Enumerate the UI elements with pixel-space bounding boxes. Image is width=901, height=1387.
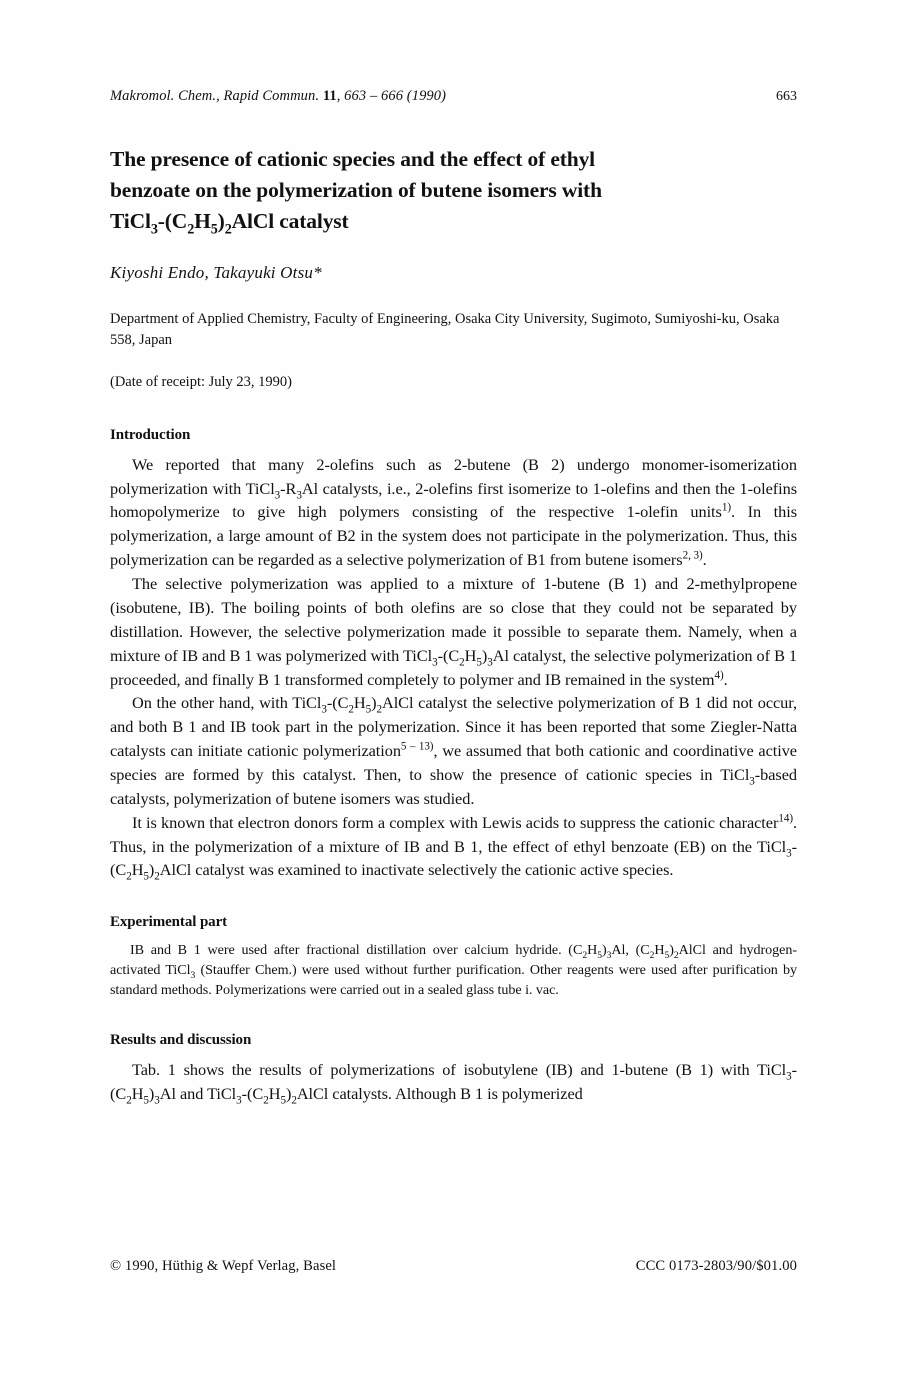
text-run: AlCl and hydrogen-activated TiCl	[110, 942, 797, 979]
text-run: -(C	[326, 693, 349, 713]
sub-run: 3	[236, 1094, 242, 1107]
reference-marker: 1)	[721, 502, 731, 515]
heading-introduction: Introduction	[110, 426, 191, 443]
sub-run: 3	[154, 1094, 160, 1107]
sub-run: 3	[190, 970, 196, 982]
text-run: )	[669, 942, 674, 959]
title-formula-part: )	[217, 209, 225, 234]
sub-run: 2	[459, 655, 465, 668]
ccc-code: CCC 0173-2803/90/$01.00	[635, 1258, 797, 1274]
title-formula-part: TiCl	[110, 209, 151, 234]
intro-paragraph-1	[110, 453, 797, 572]
heading-experimental-part: Experimental part	[110, 914, 228, 931]
title-line-2: benzoate on the polymerization of butene isomers with	[110, 177, 602, 202]
text-run: AlCl catalysts. Although B 1 is polymerized	[296, 1084, 583, 1104]
text-run: H	[587, 942, 598, 959]
text-run: , we assumed that both cationic and coordinative active species are formed by this catalyst. Then, to show the presence of cationic species in TiCl	[110, 741, 797, 784]
sub-run: 2	[376, 703, 382, 716]
text-run: Al and TiCl	[159, 1084, 237, 1104]
text-run: On the other hand, with TiCl	[132, 693, 322, 713]
sub-run: 5	[664, 950, 670, 962]
title-formula-sub: 2	[187, 221, 195, 238]
sub-run: 3	[749, 775, 755, 788]
text-run: The selective polymerization was applied to a mixture of 1-butene (B 1) and 2-methylpropene (isobutene, IB). The boiling points of both olefins are so close that they could not be separated by distillation. However, the selective polymerization made it possible to separate them. Namely, when a mixture of IB and B 1 was polymerized with TiCl	[110, 574, 797, 665]
text-run: -(C	[241, 1084, 264, 1104]
sub-run: 2	[582, 950, 588, 962]
sub-run: 2	[126, 1094, 132, 1107]
receipt-date: (Date of receipt: July 23, 1990)	[110, 374, 293, 391]
text-run: )	[285, 1084, 292, 1104]
reference-marker: 2, 3)	[682, 549, 703, 562]
text-run: Al, (C	[611, 942, 650, 959]
sub-run: 3	[487, 655, 493, 668]
journal-name: Makromol. Chem., Rapid Commun.	[110, 88, 320, 104]
text-run: AlCl catalyst was examined to inactivate selectively the cationic active species.	[159, 860, 674, 880]
sub-run: 2	[263, 1094, 269, 1107]
text-run: It is known that electron donors form a complex with Lewis acids to suppress the cationic character	[132, 812, 779, 832]
sub-run: 3	[321, 703, 327, 716]
text-run: .	[702, 550, 707, 570]
text-run: -(C	[110, 1060, 797, 1104]
affiliation-block: Department of Applied Chemistry, Faculty of Engineering, Osaka City University, Sugimoto, Sumiyoshi-ku, Osaka 558, Japan	[110, 311, 780, 348]
text-run: )	[371, 693, 377, 713]
text-run: )	[481, 645, 488, 665]
text-run: H	[464, 645, 477, 665]
text-run: H	[131, 1084, 144, 1104]
sub-run: 2	[291, 1094, 297, 1107]
text-run: H	[353, 693, 366, 713]
sub-run: 5	[143, 870, 149, 883]
text-run: -based catalysts, polymerization of butene isomers was studied.	[110, 764, 797, 808]
sub-run: 3	[296, 488, 302, 501]
text-run: Al catalysts, i.e., 2-olefins first isomerize to 1-olefins and then the 1-olefins homopolymerize to give high polymers consisting of the respective 1-olefin units	[110, 478, 797, 522]
sub-run: 2	[126, 870, 132, 883]
sub-run: 5	[365, 703, 372, 716]
text-run: AlCl catalyst the selective polymerization of B 1 did not occur, and both B 1 and IB took part in the polymerization. Since it has been reported that some Ziegler-Natta catalysts can initiate cationic polymerization	[110, 693, 797, 761]
text-run: H	[654, 942, 665, 959]
title-formula-part: AlCl catalyst	[231, 209, 349, 234]
page-range: , 663 – 666 (1990)	[336, 88, 447, 104]
sub-run: 2	[348, 703, 354, 716]
title-formula-part: H	[194, 209, 211, 234]
title-formula-sub: 3	[150, 221, 158, 238]
sub-run: 3	[432, 655, 438, 668]
running-head	[110, 88, 797, 106]
title-line-3	[110, 209, 349, 238]
sub-run: 2	[673, 950, 679, 962]
text-run: . Thus, in the polymerization of a mixture of IB and B 1, the effect of ethyl benzoate (EB) on the TiCl	[110, 812, 797, 856]
text-run: We reported that many 2-olefins such as 2-butene (B 2) undergo monomer-isomerization polymerization with TiCl	[110, 454, 797, 498]
reference-marker: 14)	[778, 812, 793, 825]
article-title	[110, 144, 750, 238]
copyright-notice: © 1990, Hüthig & Wepf Verlag, Basel	[110, 1258, 337, 1274]
intro-paragraph-4	[110, 811, 797, 883]
text-run: -(C	[437, 645, 460, 665]
experimental-paragraph-1	[110, 940, 797, 1000]
page-footer	[110, 1258, 797, 1275]
title-formula-sub: 2	[224, 221, 232, 238]
text-run: )	[601, 942, 607, 959]
volume-number: 11	[322, 88, 337, 104]
journal-citation	[110, 88, 446, 105]
text-run: )	[148, 860, 155, 880]
sub-run: 3	[606, 950, 612, 962]
text-run: )	[148, 1084, 155, 1104]
reference-marker: 5 – 13)	[400, 740, 434, 753]
page-folio: 663	[776, 89, 797, 104]
text-run: -(C	[110, 836, 797, 880]
intro-paragraph-3	[110, 691, 797, 810]
sub-run: 3	[786, 1070, 792, 1083]
text-run: Al catalyst, the selective polymerization of B 1 proceeded, and finally B 1 transformed completely to polymer and IB remained in the system	[110, 645, 798, 689]
text-run: (Stauffer Chem.) were used without further purification. Other reagents were used after purification by standard methods. Polymerizations were carried out in a sealed glass tube i. vac.	[110, 962, 797, 999]
reference-marker: 4)	[714, 669, 724, 682]
title-line-1: The presence of cationic species and the effect of ethyl	[110, 146, 595, 171]
text-run: H	[268, 1084, 281, 1104]
sub-run: 5	[280, 1094, 286, 1107]
sub-run: 2	[649, 950, 655, 962]
page-content	[110, 88, 797, 1106]
text-run: IB and B 1 were used after fractional distillation over calcium hydride. (C	[130, 942, 583, 959]
title-formula-part: -(C	[157, 209, 188, 234]
text-run: . In this polymerization, a large amount of B2 in the system does not participate in the polymerization. Thus, this polymerization can be regarded as a selective polymerization of B1 from butene isomers	[110, 502, 797, 570]
sub-run: 5	[476, 655, 482, 668]
author-line: Kiyoshi Endo, Takayuki Otsu*	[110, 263, 322, 283]
sub-run: 3	[274, 488, 281, 501]
results-paragraph-1	[110, 1058, 797, 1106]
sub-run: 5	[597, 950, 602, 962]
text-run: -R	[280, 478, 297, 498]
text-run: .	[723, 669, 728, 689]
intro-paragraph-2	[110, 572, 797, 691]
text-run: H	[131, 860, 144, 880]
title-formula-sub: 5	[210, 221, 218, 238]
heading-results-and-discussion: Results and discussion	[110, 1032, 252, 1049]
sub-run: 2	[154, 870, 160, 883]
text-run: Tab. 1 shows the results of polymerizations of isobutylene (IB) and 1-butene (B 1) with TiCl	[132, 1060, 787, 1080]
sub-run: 3	[786, 846, 792, 859]
sub-run: 5	[143, 1094, 149, 1107]
